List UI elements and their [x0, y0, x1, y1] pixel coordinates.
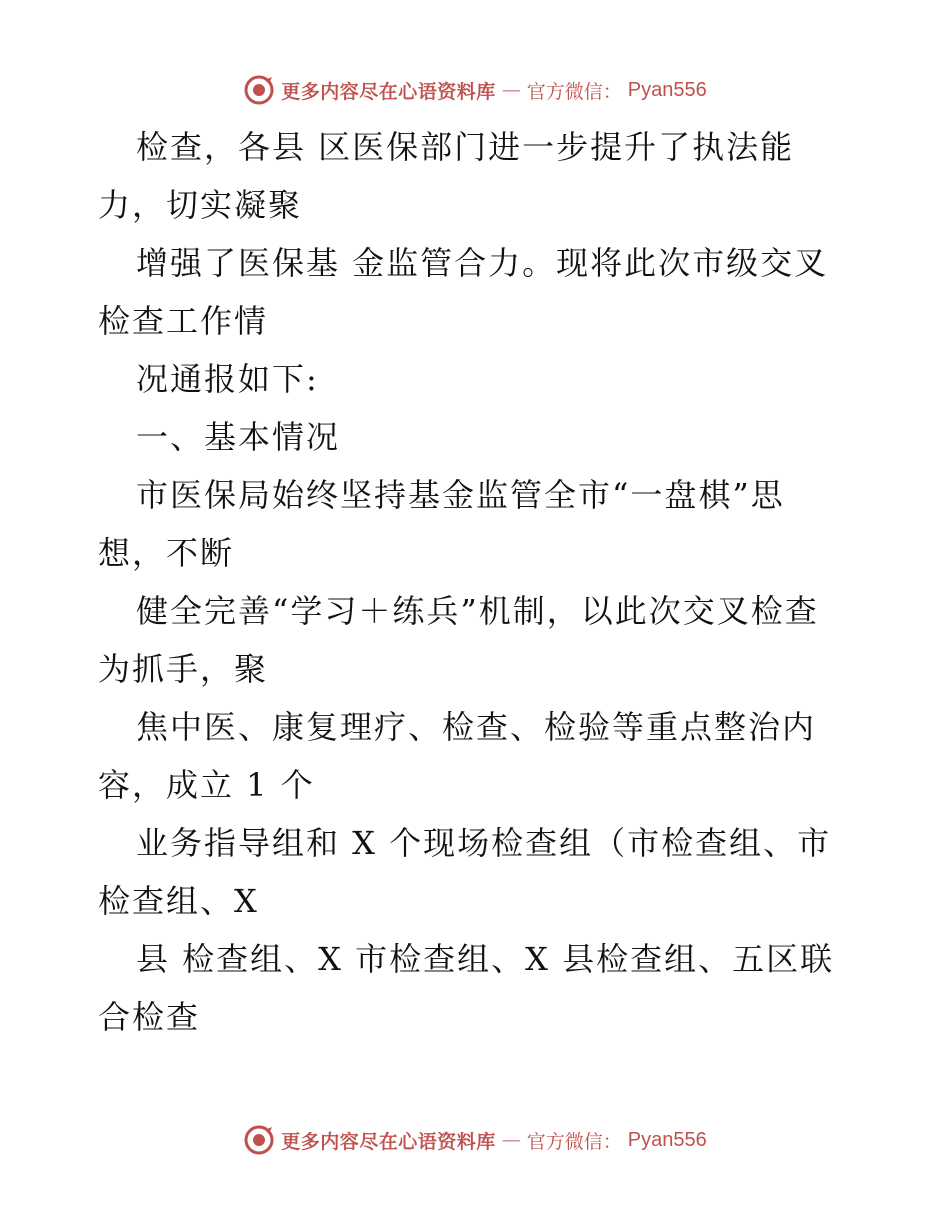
body-line: 为抓手，聚 [98, 650, 269, 688]
header-banner [0, 70, 950, 110]
body-line: 检查工作情 [98, 302, 269, 340]
banner-separator: — [501, 1129, 521, 1151]
body-line: 县 检查组、X 市检查组、X 县检查组、五区联 [136, 940, 835, 978]
body-line: 检查组、X [98, 882, 259, 920]
banner-label: 官方微信： [526, 80, 622, 103]
document-body [98, 118, 868, 1046]
logo-icon [243, 74, 275, 106]
banner-wechat-id: Pyan556 [627, 78, 707, 101]
banner-label: 官方微信： [526, 1130, 622, 1153]
body-line: 合检查 [98, 998, 201, 1036]
body-line: 业务指导组和 X 个现场检查组（市检查组、市 [136, 824, 832, 862]
body-line: 想，不断 [98, 534, 235, 572]
body-line: 健全完善“学习＋练兵”机制，以此次交叉检查 [136, 592, 819, 630]
body-line: 增强了医保基 金监管合力。现将此次市级交叉 [136, 244, 829, 282]
footer-banner [0, 1120, 950, 1160]
body-line: 况通报如下: [136, 360, 319, 398]
body-line: 市医保局始终坚持基金监管全市“一盘棋”思 [136, 476, 785, 514]
banner-text: 更多内容尽在心语资料库 [281, 1130, 496, 1153]
section-heading: 一、基本情况 [136, 418, 341, 456]
body-line: 容，成立 1 个 [98, 766, 315, 804]
body-line: 检查，各县 区医保部门进一步提升了执法能 [136, 128, 795, 166]
banner-text: 更多内容尽在心语资料库 [281, 80, 496, 103]
logo-icon [243, 1124, 275, 1156]
body-line: 力，切实凝聚 [98, 186, 303, 224]
banner-wechat-id: Pyan556 [627, 1128, 707, 1151]
body-line: 焦中医、康复理疗、检查、检验等重点整治内 [136, 708, 817, 746]
banner-separator: — [501, 79, 521, 101]
